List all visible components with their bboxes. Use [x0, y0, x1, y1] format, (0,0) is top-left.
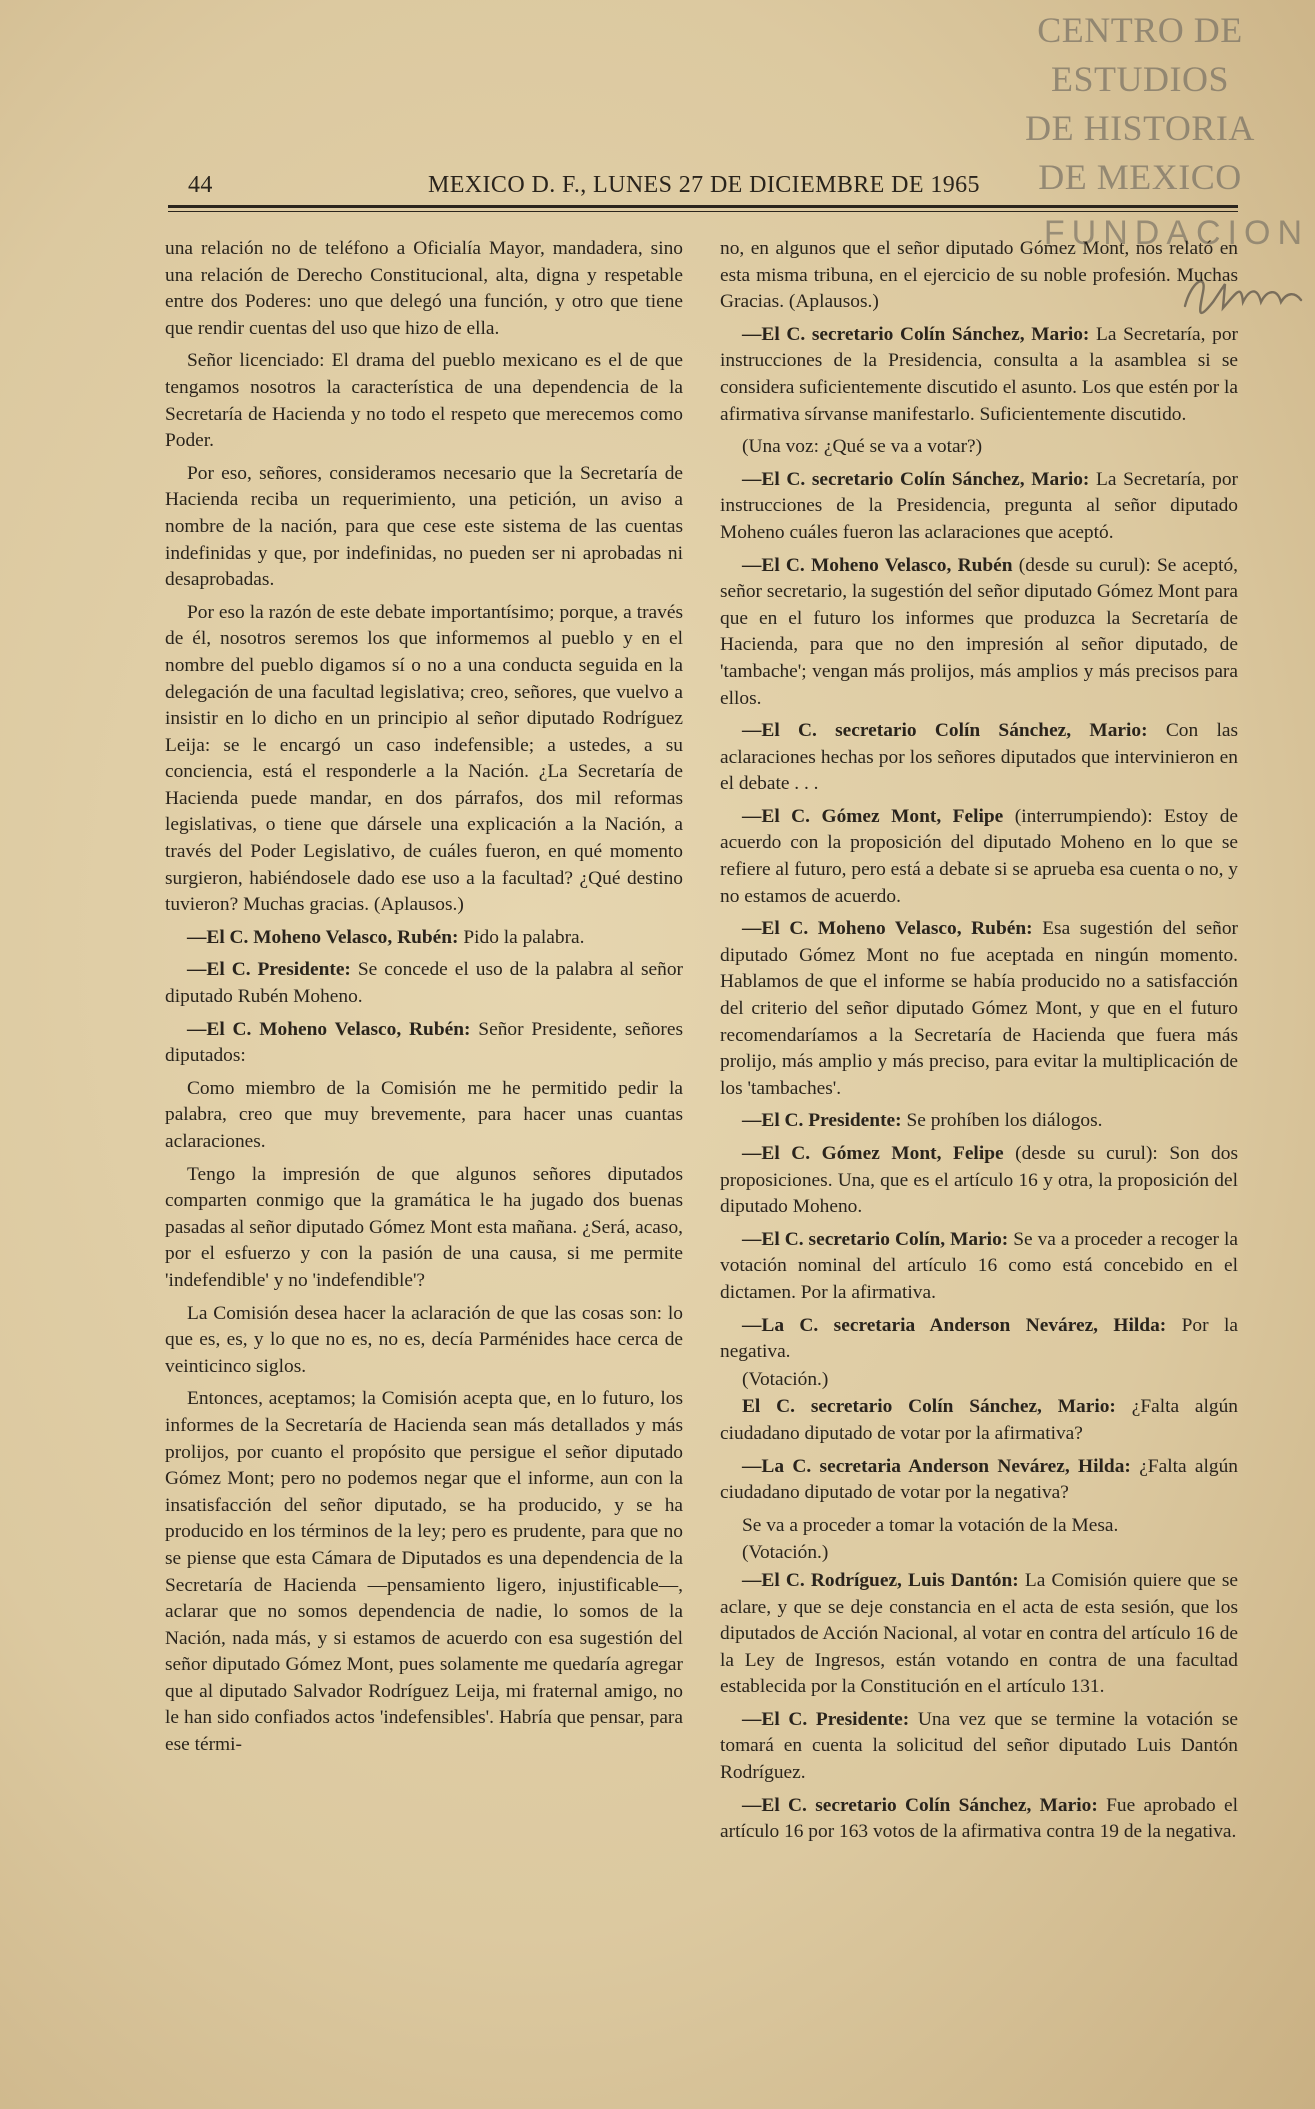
paragraph-text: Señor Presidente, señores diputados: — [165, 1018, 683, 1067]
paragraph-text: (Votación.) — [742, 1368, 829, 1390]
speaker-name: —El C. secretario Colín, Mario: — [742, 1228, 1009, 1250]
paragraph — [165, 1386, 683, 1758]
paragraph — [720, 1394, 1238, 1447]
speaker-name: —El C. Moheno Velasco, Rubén: — [742, 918, 1033, 940]
left-column — [165, 236, 683, 1765]
paragraph — [720, 434, 1238, 461]
page-number: 44 — [188, 172, 213, 198]
paragraph-text: (desde su curul): Son dos proposiciones. Una, que es el artículo 16 y otra, la proposición del diputado Moheno. — [720, 1143, 1238, 1218]
paragraph-text: (desde su curul): Se aceptó, señor secretario, la sugestión del señor diputado Gómez Mont para que en el futuro los informes que produzca la Secretaría de Hacienda, para que no den impresión al señor diputado, de 'tambache'; vengan más prolijos, más amplios y más precisos para ellos. — [720, 554, 1239, 709]
paragraph — [720, 916, 1238, 1102]
paragraph — [720, 467, 1238, 547]
paragraph-text: La Comisión desea hacer la aclaración de que las cosas son: lo que es, es, y lo que no es, no es, decía Parménides hace cerca de veinticinco siglos. — [165, 1302, 683, 1377]
paragraph — [165, 1076, 683, 1156]
paragraph-text: Fue aprobado el artículo 16 por 163 votos de la afirmativa contra 19 de la negativa. — [720, 1794, 1238, 1843]
stamp-line: ESTUDIOS — [1050, 59, 1229, 99]
header-rule — [168, 205, 1238, 208]
speaker-name: —El C. Presidente: — [742, 1110, 902, 1132]
speaker-name: —El C. secretario Colín Sánchez, Mario: — [742, 468, 1090, 490]
speaker-name: —El C. Presidente: — [187, 959, 351, 981]
speaker-name: —El C. secretario Colín Sánchez, Mario: — [742, 1794, 1098, 1816]
paragraph — [165, 600, 683, 919]
paragraph-text: Como miembro de la Comisión me he permitido pedir la palabra, creo que muy brevemente, para hacer unas cuantas aclaraciones. — [165, 1077, 683, 1152]
stamp-line: DE HISTORIA — [1025, 108, 1255, 148]
speaker-name: —El C. secretario Colín Sánchez, Mario: — [742, 720, 1148, 742]
page-header — [168, 168, 1238, 208]
header-rule-thin — [168, 211, 1238, 212]
paragraph-text: (Una voz: ¿Qué se va a votar?) — [742, 436, 983, 458]
paragraph-text: una relación no de teléfono a Oficialía Mayor, mandadera, sino una relación de Derecho Constitucional, alta, digna y respetable entre dos Poderes: uno que delegó una función, y otro que tiene que rendir cuentas del uso que hizo de ella. — [165, 238, 683, 339]
paragraph — [720, 1707, 1238, 1787]
paragraph — [165, 925, 683, 952]
paragraph — [720, 718, 1238, 798]
paragraph — [720, 1367, 1238, 1394]
paragraph — [165, 236, 683, 342]
paragraph — [720, 1540, 1238, 1567]
paragraph-text: (Votación.) — [742, 1542, 829, 1564]
paragraph-text: (interrumpiendo): Estoy de acuerdo con la proposición del diputado Moheno en lo que se refiere al futuro, pero está a debate si se aprueba esa cuenta o no, y no estamos de acuerdo. — [720, 805, 1238, 907]
paragraph-text: Por eso la razón de este debate importantísimo; porque, a través de él, nosotros seremos los que informemos al pueblo y en el nombre del pueblo digamos sí o no a una conducta seguida en la delegación de una facultad legislativa; creo, señores, que vuelvo a insistir en lo dicho en un principio al señor diputado Rodríguez Leija: se le encargó un caso indefensible; a ustedes, a su conciencia, está el responderle a la Nación. ¿La Secretaría de Hacienda puede mandar, en dos párrafos, dos mil reformas legislativas, o tiene que dársele una explicación a la Nación, a través del Poder Legislativo, de cuáles fueron, en qué momento surgieron, habiéndosele dado ese uso a la facultad? ¿Qué destino tuvieron? Muchas gracias. (Aplausos.) — [165, 601, 683, 916]
paragraph-text: Se prohíben los diálogos. — [901, 1110, 1103, 1132]
paragraph — [165, 348, 683, 454]
dateline: MEXICO D. F., LUNES 27 DE DICIEMBRE DE 1965 — [428, 172, 980, 198]
stamp-line: CENTRO DE — [1037, 10, 1243, 50]
speaker-name: —El C. Gómez Mont, Felipe — [742, 1143, 1004, 1164]
speaker-name: —El C. Moheno Velasco, Rubén: — [187, 926, 459, 948]
speaker-name: —El C. Gómez Mont, Felipe — [742, 805, 1004, 827]
paragraph — [720, 553, 1238, 713]
paragraph-text: Esa sugestión del señor diputado Gómez Mont no fue aceptada en ningún momento. Hablamos de que el informe se había producido no a satisfacción del criterio del señor diputado Gómez Mont, y que en el futuro recomendaríamos a la Secretaría de Hacienda que fuera más prolijo, más amplio y más preciso, para evitar la multiplicación de los 'tambaches'. — [720, 918, 1238, 1099]
paragraph — [720, 322, 1238, 428]
paragraph — [165, 957, 683, 1010]
paragraph — [720, 1568, 1238, 1701]
paragraph-text: La Secretaría, por instrucciones de la Presidencia, pregunta al señor diputado Moheno cuáles fueron las aclaraciones que aceptó. — [720, 468, 1238, 543]
paragraph — [720, 1454, 1238, 1507]
paragraph-text: Entonces, aceptamos; la Comisión acepta que, en lo futuro, los informes de la Secretaría de Hacienda sean más detallados y más prolijos, por cuanto el propósito que persigue el señor diputado Gómez Mont; pero no podemos negar que el informe, aun con la insatisfacción del señor diputado, se ha producido, y se ha producido en los términos de la ley; pero es prudente, para que no se piense que esta Cámara de Diputados es una dependencia de la Secretaría de Hacienda —pensamiento ligero, injustificable—, aclarar que no somos dependencia de nadie, lo somos de la Nación, nada más, y si estamos de acuerdo con esa sugestión del señor diputado Gómez Mont, pues solamente me quedaría agregar que al diputado Salvador Rodríguez Leija, mi fraternal amigo, no le han sido confiados actos 'indefensibles'. Habría que pensar, para ese térmi- — [165, 1388, 683, 1756]
paragraph-text: Por eso, señores, consideramos necesario que la Secretaría de Hacienda reciba un requerimiento, una petición, un aviso a nombre de la nación, para que cese este sistema de las cuentas indefinidas y que, por indefinidas, no pueden ser ni aprobadas ni desaprobadas. — [165, 462, 683, 591]
speaker-name: —El C. Rodríguez, Luis Dantón: — [742, 1569, 1019, 1591]
paragraph — [720, 236, 1238, 316]
paragraph — [165, 1017, 683, 1070]
paragraph-text: Por la negativa. — [720, 1314, 1238, 1363]
paragraph — [165, 1162, 683, 1295]
paragraph — [165, 1301, 683, 1381]
paragraph-text: no, en algunos que el señor diputado Gómez Mont, nos relató en esta misma tribuna, en el ejercicio de su noble profesión. Muchas Gracias. (Aplausos.) — [720, 238, 1238, 313]
paragraph — [720, 1141, 1238, 1221]
paragraph — [720, 1313, 1238, 1366]
speaker-name: —El C. secretario Colín Sánchez, Mario: — [742, 323, 1090, 345]
paragraph-text: Una vez que se termine la votación se tomará en cuenta la solicitud del señor diputado Luis Dantón Rodríguez. — [720, 1708, 1238, 1784]
stamp-subtitle: FUNDACION — [1043, 214, 1309, 252]
paragraph-text: Se concede el uso de la palabra al señor diputado Rubén Moheno. — [165, 959, 683, 1008]
paragraph-text: ¿Falta algún ciudadano diputado de votar por la negativa? — [720, 1455, 1238, 1504]
speaker-name: —El C. Moheno Velasco, Rubén: — [187, 1018, 471, 1040]
paragraph-text: Señor licenciado: El drama del pueblo mexicano es el de que tengamos nosotros la característica de una dependencia de la Secretaría de Hacienda y no todo el respeto que merecemos como Poder. — [165, 350, 683, 452]
speaker-name: —El C. Presidente: — [742, 1708, 910, 1730]
speaker-name: —La C. secretaria Anderson Nevárez, Hilda: — [742, 1455, 1131, 1477]
paragraph — [720, 1227, 1238, 1307]
stamp-line: DE MEXICO — [1038, 157, 1242, 197]
paragraph — [720, 1513, 1238, 1540]
paragraph-text: Pido la palabra. — [458, 926, 585, 948]
paragraph — [165, 461, 683, 594]
paragraph — [720, 1793, 1238, 1846]
paragraph — [720, 804, 1238, 910]
paragraph-text: La Secretaría, por instrucciones de la Presidencia, consulta a la asamblea si se considera suficientemente discutido el asunto. Los que estén por la afirmativa sírvanse manifestarlo. Suficientemente discutido. — [720, 323, 1239, 425]
speaker-name: El C. secretario Colín Sánchez, Mario: — [742, 1396, 1116, 1418]
paragraph — [720, 1108, 1238, 1135]
paragraph-text: ¿Falta algún ciudadano diputado de votar por la afirmativa? — [720, 1396, 1238, 1444]
paragraph-text: Tengo la impresión de que algunos señores diputados comparten conmigo que la gramática le ha jugado dos buenas pasadas al señor diputado Gómez Mont esta mañana. ¿Será, acaso, por el esfuerzo y con la pasión de una causa, si me permite 'indefendible' y no 'indefendible'? — [165, 1163, 683, 1291]
speaker-name: —El C. Moheno Velasco, Rubén — [742, 554, 1013, 576]
speaker-name: —La C. secretaria Anderson Nevárez, Hilda: — [742, 1314, 1167, 1336]
right-column — [720, 236, 1238, 1852]
paragraph-text: La Comisión quiere que se aclare, y que se deje constancia en el acta de esta sesión, que los diputados de Acción Nacional, al votar en contra del artículo 16 de la Ley de Ingresos, están votando en contra de una facultad establecida por la Constitución en el artículo 131. — [720, 1569, 1238, 1698]
paragraph-text: Se va a proceder a tomar la votación de la Mesa. — [742, 1514, 1119, 1536]
paragraph-text: Se va a proceder a recoger la votación nominal del artículo 16 como está concebido en el dictamen. Por la afirmativa. — [720, 1228, 1238, 1303]
paragraph-text: Con las aclaraciones hechas por los señores diputados que intervinieron en el debate . . . — [720, 720, 1238, 795]
